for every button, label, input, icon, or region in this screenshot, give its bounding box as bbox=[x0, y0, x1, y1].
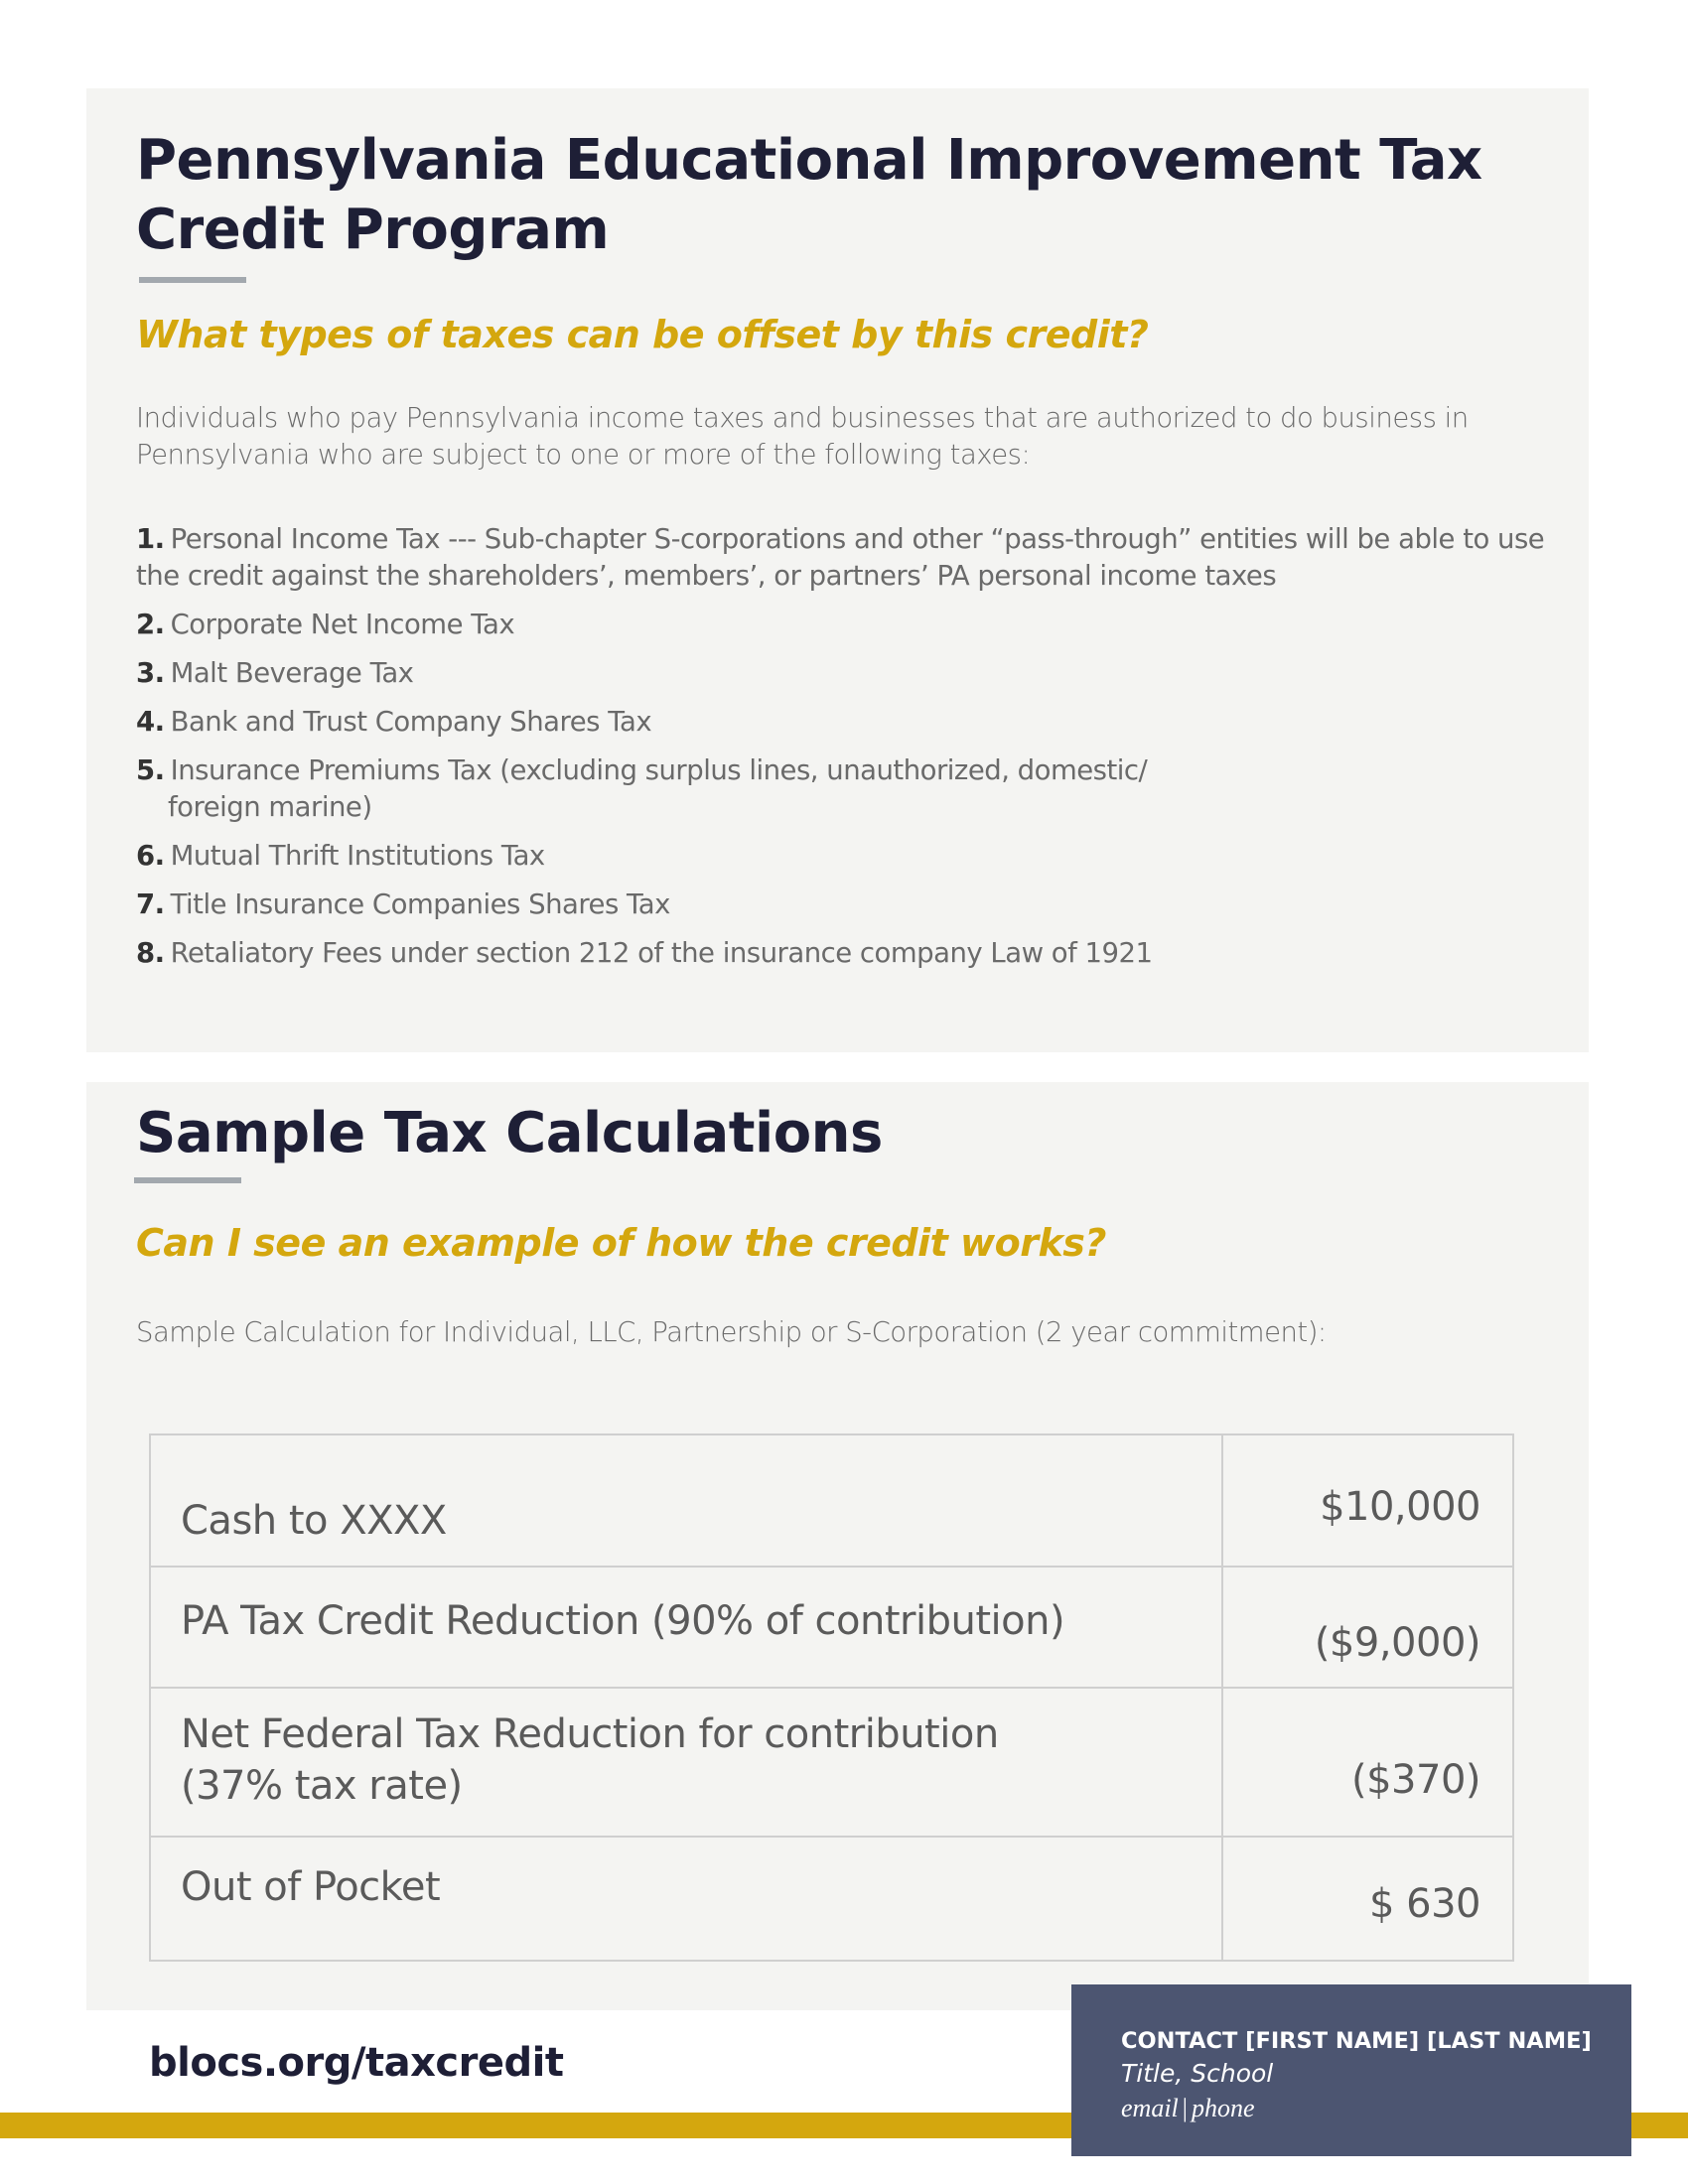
contact-phone[interactable]: phone bbox=[1191, 2094, 1255, 2122]
row-value: $ 630 bbox=[1222, 1837, 1513, 1961]
row-label: Cash to XXXX bbox=[150, 1434, 1222, 1567]
list-item-number: 8. bbox=[136, 937, 165, 969]
calculation-intro: Sample Calculation for Individual, LLC, Partnership or S-Corporation (2 year commitment): bbox=[136, 1316, 1327, 1348]
list-item bbox=[136, 607, 1556, 643]
tax-types-intro: Individuals who pay Pennsylvania income taxes and businesses that are authorized to do business in Pennsylvania who are subject to one or more of the following taxes: bbox=[136, 402, 1469, 471]
list-item-text: Insurance Premiums Tax (excluding surplus lines, unauthorized, domestic/ bbox=[170, 754, 1148, 786]
row-label: PA Tax Credit Reduction (90% of contribution) bbox=[150, 1567, 1222, 1688]
tax-types-panel bbox=[86, 88, 1589, 1052]
example-question: Can I see an example of how the credit works? bbox=[136, 1221, 1106, 1265]
contact-box bbox=[1071, 1984, 1631, 2156]
list-item-text: Corporate Net Income Tax bbox=[170, 609, 515, 640]
list-item bbox=[136, 838, 1556, 875]
row-label-cell bbox=[150, 1688, 1222, 1837]
list-item-text-continued: foreign marine) bbox=[168, 791, 372, 823]
list-item-number: 1. bbox=[136, 523, 165, 555]
row-label-continued: (37% tax rate) bbox=[181, 1763, 463, 1809]
page-title: Pennsylvania Educational Improvement Tax Credit Program bbox=[136, 128, 1482, 262]
list-item bbox=[136, 521, 1556, 595]
row-value: $10,000 bbox=[1222, 1434, 1513, 1567]
list-item bbox=[136, 704, 1556, 741]
contact-title: Title, School bbox=[1121, 2059, 1274, 2088]
row-label: Net Federal Tax Reduction for contribution bbox=[181, 1711, 999, 1757]
list-item bbox=[136, 887, 1556, 923]
tax-types-list bbox=[136, 521, 1556, 984]
table-row bbox=[150, 1837, 1513, 1961]
contact-links bbox=[1121, 2092, 1255, 2125]
row-value: ($9,000) bbox=[1222, 1567, 1513, 1688]
list-item-text: Personal Income Tax --- Sub-chapter S-corporations and other “pass-through” entities will be able to use the credit against the shareholders’, members’, or partners’ PA personal income taxes bbox=[136, 523, 1545, 592]
list-item bbox=[136, 935, 1556, 972]
list-item-number: 6. bbox=[136, 840, 165, 872]
section-title: Sample Tax Calculations bbox=[136, 1101, 883, 1165]
list-item-text: Malt Beverage Tax bbox=[170, 657, 414, 689]
table-row bbox=[150, 1434, 1513, 1567]
row-label: Out of Pocket bbox=[150, 1837, 1222, 1961]
tax-types-question: What types of taxes can be offset by this credit? bbox=[136, 313, 1149, 356]
list-item-text: Mutual Thrift Institutions Tax bbox=[170, 840, 545, 872]
list-item bbox=[136, 655, 1556, 692]
contact-separator: | bbox=[1182, 2094, 1188, 2122]
list-item-text: Retaliatory Fees under section 212 of the insurance company Law of 1921 bbox=[170, 937, 1153, 969]
website-link[interactable]: blocs.org/taxcredit bbox=[149, 2040, 564, 2086]
list-item-number: 5. bbox=[136, 754, 165, 786]
calculation-table bbox=[149, 1433, 1514, 1962]
list-item-number: 7. bbox=[136, 888, 165, 920]
list-item-number: 2. bbox=[136, 609, 165, 640]
contact-name: CONTACT [FIRST NAME] [LAST NAME] bbox=[1121, 2028, 1592, 2054]
contact-email[interactable]: email bbox=[1121, 2094, 1179, 2122]
table-row bbox=[150, 1567, 1513, 1688]
list-item-number: 3. bbox=[136, 657, 165, 689]
title-underline bbox=[139, 277, 246, 283]
sample-calculations-panel bbox=[86, 1082, 1589, 2010]
row-value: ($370) bbox=[1222, 1688, 1513, 1837]
table-row bbox=[150, 1688, 1513, 1837]
section-title-underline bbox=[134, 1177, 241, 1183]
list-item-text: Title Insurance Companies Shares Tax bbox=[170, 888, 670, 920]
list-item-text: Bank and Trust Company Shares Tax bbox=[170, 706, 652, 738]
list-item bbox=[136, 752, 1556, 826]
list-item-number: 4. bbox=[136, 706, 165, 738]
